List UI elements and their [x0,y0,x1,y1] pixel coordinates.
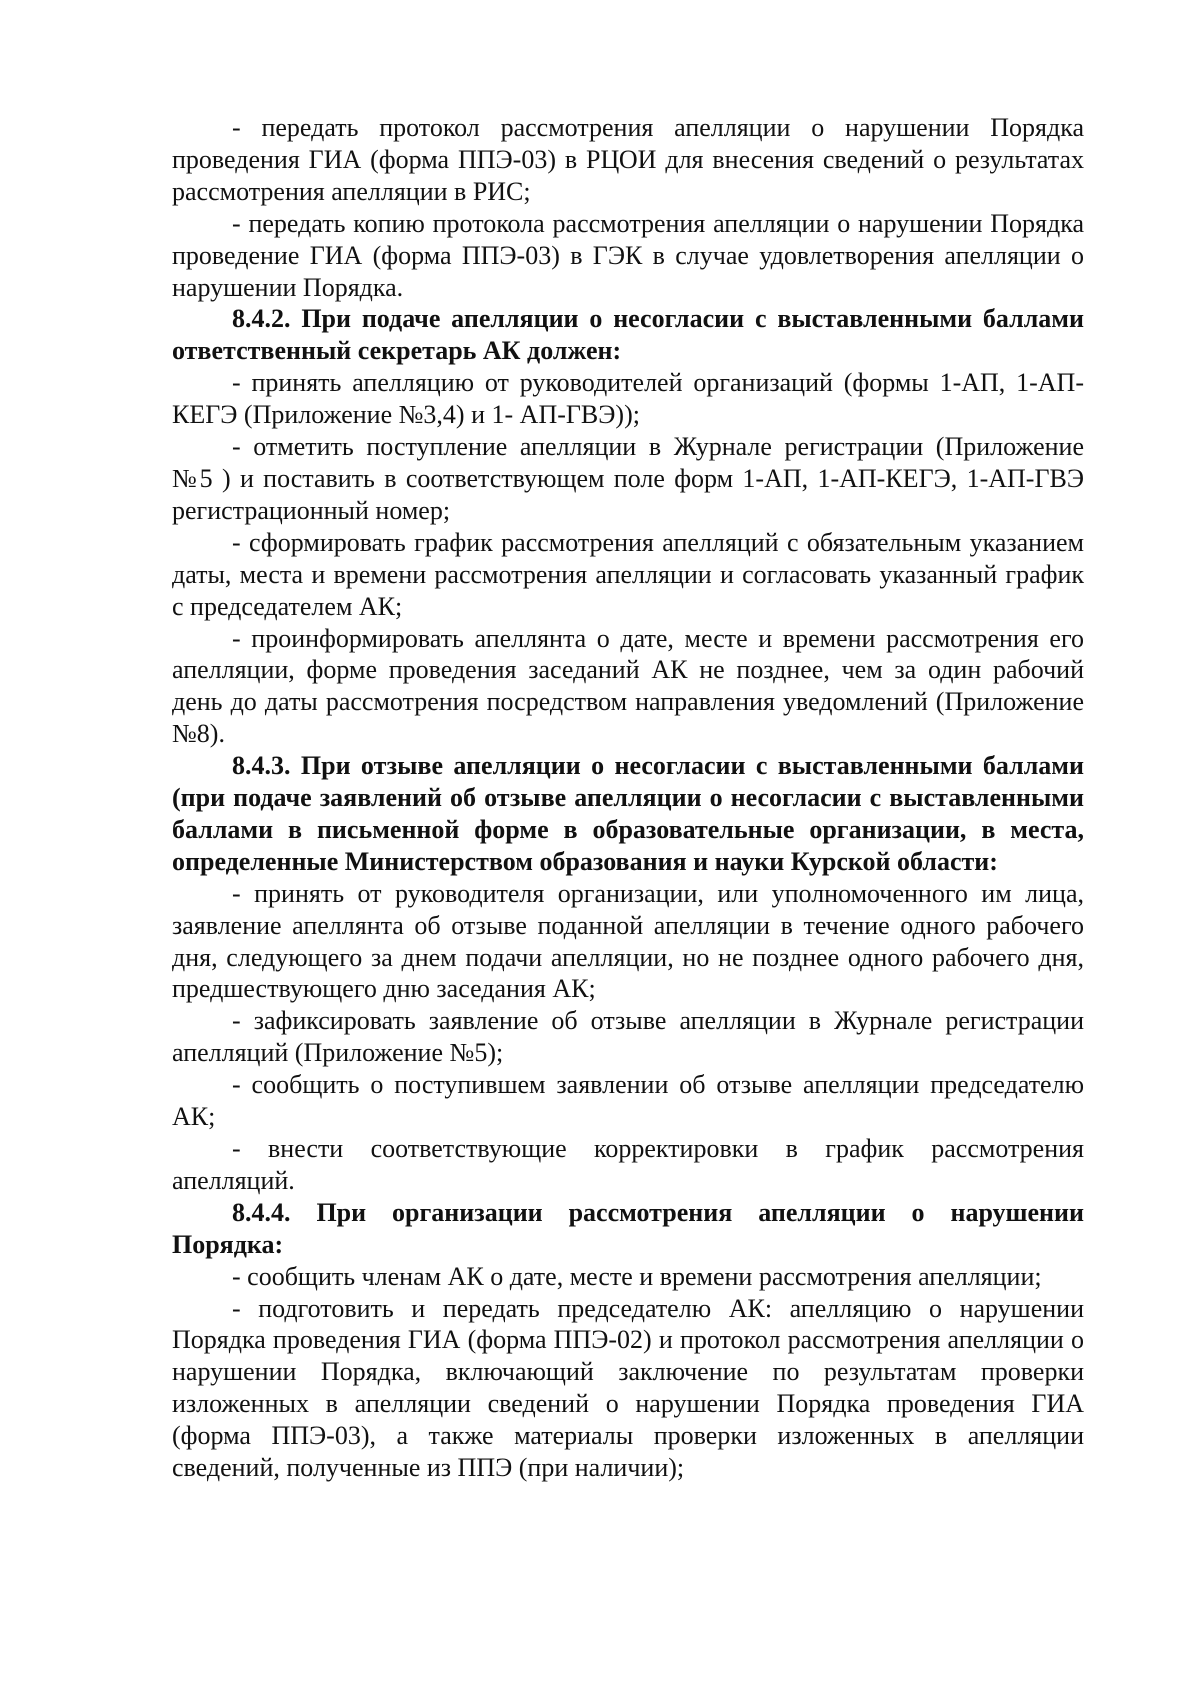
section-heading: 8.4.3. При отзыве апелляции о несогласии с выставленными баллами (при подаче заявлений об отзыве апелляции о несогласии с выставленными баллами в письменной форме в образовательные организации, в места, определенные Министерством образования и науки Курской области: [172,751,1084,876]
section-heading: 8.4.2. При подаче апелляции о несогласии с выставленными баллами ответственный секретарь АК должен: [172,304,1084,366]
paragraph-list-item: - зафиксировать заявление об отзыве апелляции в Журнале регистрации апелляций (Приложение №5); [172,1006,1084,1068]
paragraph-list-item: - передать протокол рассмотрения апелляции о нарушении Порядка проведения ГИА (форма ППЭ-03) в РЦОИ для внесения сведений о результатах рассмотрения апелляции в РИС; [172,113,1084,206]
paragraph-list-item: - принять апелляцию от руководителей организаций (формы 1-АП, 1-АП-КЕГЭ (Приложение №3,4) и 1- АП-ГВЭ)); [172,368,1084,430]
paragraph-list-item: - проинформировать апеллянта о дате, месте и времени рассмотрения его апелляции, форме проведения заседаний АК не позднее, чем за один рабочий день до даты рассмотрения посредством направления уведомлений (Приложение №8). [172,623,1084,749]
paragraph-list-item: - подготовить и передать председателю АК: апелляцию о нарушении Порядка проведения ГИА (форма ППЭ-02) и протокол рассмотрения апелляции о нарушении Порядка, включающий заключение по результатам проверки изложенных в апелляции сведений о нарушении Порядка проведения ГИА (форма ППЭ-03), а также материалы проверки изложенных в апелляции сведений, полученные из ППЭ (при наличии); [172,1293,1084,1483]
paragraph-list-item: - передать копию протокола рассмотрения апелляции о нарушении Порядка проведение ГИА (форма ППЭ-03) в ГЭК в случае удовлетворения апелляции о нарушении Порядка. [172,208,1084,302]
document-page [172,112,1084,1484]
paragraph-list-item: - принять от руководителя организации, или уполномоченного им лица, заявление апеллянта об отзыве поданной апелляции в течение одного рабочего дня, следующего за днем подачи апелляции, но не позднее одного рабочего дня, предшествующего дню заседания АК; [172,878,1084,1004]
paragraph-list-item: - внести соответствующие корректировки в график рассмотрения апелляций. [172,1134,1084,1195]
section-heading: 8.4.4. При организации рассмотрения апелляции о нарушении Порядка: [172,1197,1084,1259]
paragraph-list-item: - сообщить о поступившем заявлении об отзыве апелляции председателю АК; [172,1070,1084,1132]
paragraph-list-item: - сообщить членам АК о дате, месте и времени рассмотрения апелляции; [232,1261,1042,1291]
paragraph-list-item: - отметить поступление апелляции в Журнале регистрации (Приложение №5 ) и поставить в соответствующем поле форм 1-АП, 1-АП-КЕГЭ, 1-АП-ГВЭ регистрационный номер; [172,432,1084,525]
paragraph-list-item: - сформировать график рассмотрения апелляций с обязательным указанием даты, места и времени рассмотрения апелляции и согласовать указанный график с председателем АК; [172,527,1084,621]
